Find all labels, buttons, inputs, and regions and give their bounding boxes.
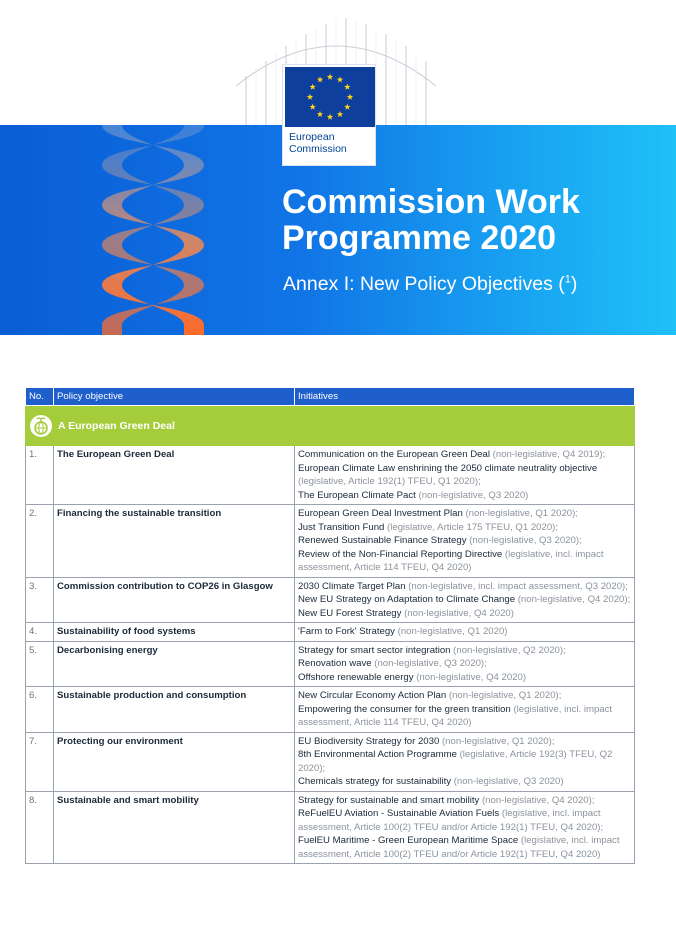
- initiatives-cell: [295, 687, 635, 733]
- initiatives-cell: [295, 791, 635, 864]
- initiative-item: [298, 703, 631, 730]
- initiative-item: [298, 448, 631, 462]
- row-number: 3.: [26, 577, 54, 623]
- eu-star-icon: [327, 74, 333, 80]
- initiative-item: [298, 671, 631, 685]
- initiative-name: Empowering the consumer for the green transition: [298, 703, 511, 715]
- header-top: [0, 0, 676, 155]
- initiative-name: 2030 Climate Target Plan: [298, 580, 406, 592]
- row-number: 4.: [26, 623, 54, 642]
- initiative-item: [298, 580, 631, 594]
- initiative-item: [298, 689, 631, 703]
- initiative-item: [298, 607, 631, 621]
- initiative-item: [298, 657, 631, 671]
- policy-objective: Protecting our environment: [54, 732, 295, 791]
- table-row: [26, 732, 635, 791]
- initiative-name: Renewed Sustainable Finance Strategy: [298, 535, 467, 546]
- initiative-item: [298, 775, 631, 789]
- table-row: [26, 791, 635, 864]
- initiative-item: [298, 644, 631, 658]
- initiative-name: FuelEU Maritime - Green European Maritime Space: [298, 835, 519, 846]
- policy-objective: Sustainable production and consumption: [54, 687, 295, 733]
- helix-decoration: [88, 125, 218, 335]
- initiative-name: ReFuelEU Aviation - Sustainable Aviation Fuels: [298, 808, 500, 819]
- initiative-note: (legislative, incl. impact assessment, Article 100(2) TFEU and/or Article 192(1) TFEU, Q4 2020);: [298, 808, 604, 833]
- initiative-note: (non-legislative, incl. impact assessment, Q3 2020);: [405, 580, 628, 592]
- header-policy-objective: Policy objective: [54, 388, 295, 406]
- initiative-name: The European Climate Pact: [298, 489, 416, 501]
- initiative-name: Offshore renewable energy: [298, 671, 414, 683]
- initiative-name: Strategy for smart sector integration: [298, 644, 451, 656]
- initiative-name: European Green Deal Investment Plan: [298, 508, 463, 519]
- initiative-name: New EU Forest Strategy: [298, 607, 402, 619]
- initiative-item: [298, 521, 631, 535]
- initiative-note: (legislative, Article 192(3) TFEU, Q2 2020);: [298, 749, 613, 774]
- initiative-note: (legislative, incl. impact assessment, Article 114 TFEU, Q4 2020): [298, 703, 613, 728]
- policy-objective: Commission contribution to COP26 in Glasgow: [54, 577, 295, 623]
- eu-star-icon: [309, 84, 315, 90]
- initiative-note: (non-legislative, Q4 2019);: [490, 449, 606, 460]
- initiative-item: [298, 593, 631, 607]
- initiative-name: New EU Strategy on Adaptation to Climate Change: [298, 594, 516, 605]
- table-row: [26, 577, 635, 623]
- row-number: 1.: [26, 446, 54, 505]
- eu-star-icon: [337, 76, 343, 82]
- initiative-note: (non-legislative, Q4 2020);: [479, 794, 595, 806]
- initiative-name: Renovation wave: [298, 658, 372, 669]
- row-number: 2.: [26, 505, 54, 578]
- row-number: 7.: [26, 732, 54, 791]
- initiative-item: [298, 794, 631, 808]
- initiative-note: (non-legislative, Q2 2020);: [450, 644, 566, 656]
- initiative-note: (non-legislative, Q4 2020): [413, 671, 527, 683]
- initiative-item: [298, 735, 631, 749]
- initiative-item: [298, 807, 631, 834]
- initiatives-cell: [295, 732, 635, 791]
- initiative-item: [298, 548, 631, 575]
- initiative-note: (legislative, Article 192(1) TFEU, Q1 2020);: [298, 476, 481, 487]
- initiative-name: 'Farm to Fork' Strategy: [298, 626, 395, 637]
- initiative-note: (non-legislative, Q1 2020): [394, 626, 508, 637]
- initiative-note: (legislative, Article 175 TFEU, Q1 2020);: [384, 521, 559, 533]
- initiatives-cell: [295, 577, 635, 623]
- initiative-item: [298, 748, 631, 775]
- initiative-name: 8th Environmental Action Programme: [298, 749, 457, 760]
- table-row: [26, 446, 635, 505]
- policy-objectives-table: [25, 387, 635, 864]
- table-row: [26, 641, 635, 687]
- initiative-note: (non-legislative, Q3 2020): [451, 776, 564, 787]
- eu-star-icon: [317, 111, 323, 117]
- eu-star-icon: [327, 114, 333, 120]
- eu-star-icon: [317, 76, 323, 82]
- eu-star-icon: [309, 104, 315, 110]
- eu-star-icon: [344, 84, 350, 90]
- table-row: [26, 505, 635, 578]
- section-cell: [26, 406, 635, 446]
- initiative-note: (legislative, incl. impact assessment, Article 114 TFEU, Q4 2020): [298, 548, 604, 573]
- initiatives-cell: [295, 446, 635, 505]
- policy-objective: Decarbonising energy: [54, 641, 295, 687]
- initiative-note: (non-legislative, Q3 2020);: [371, 658, 487, 669]
- european-commission-logo: [282, 64, 376, 166]
- eu-star-icon: [337, 111, 343, 117]
- initiative-note: (non-legislative, Q1 2020);: [462, 508, 578, 519]
- policy-objective: The European Green Deal: [54, 446, 295, 505]
- table-header-row: [26, 388, 635, 406]
- policy-objective: Sustainable and smart mobility: [54, 791, 295, 864]
- page-subtitle: Annex I: New Policy Objectives ($^1$): [283, 273, 578, 295]
- initiative-note: (non-legislative, Q4 2020): [401, 607, 514, 619]
- row-number: 8.: [26, 791, 54, 864]
- initiatives-cell: [295, 641, 635, 687]
- table-row: [26, 687, 635, 733]
- initiative-name: Review of the Non-Financial Reporting Directive: [298, 548, 503, 560]
- policy-objective: Financing the sustainable transition: [54, 505, 295, 578]
- header-no: No.: [26, 388, 54, 406]
- eu-star-icon: [344, 104, 350, 110]
- eu-flag-icon: [285, 67, 375, 127]
- section-title: A European Green Deal: [58, 419, 175, 432]
- header-initiatives: Initiatives: [295, 388, 635, 406]
- section-row: [26, 406, 635, 446]
- policy-objective: Sustainability of food systems: [54, 623, 295, 642]
- initiative-name: Strategy for sustainable and smart mobility: [298, 794, 480, 806]
- initiative-note: (legislative, incl. impact assessment, Article 100(2) TFEU and/or Article 192(1) TFEU, Q4 2020): [298, 835, 620, 860]
- table-row: [26, 623, 635, 642]
- initiatives-cell: [295, 505, 635, 578]
- initiative-item: [298, 834, 631, 861]
- initiative-item: [298, 507, 631, 521]
- initiative-item: [298, 462, 631, 489]
- initiative-item: [298, 489, 631, 503]
- initiative-item: [298, 625, 631, 639]
- logo-text: European Commission: [289, 131, 347, 155]
- initiative-name: European Climate Law enshrining the 2050 climate neutrality objective: [298, 462, 598, 474]
- eu-star-icon: [347, 94, 353, 100]
- initiative-name: New Circular Economy Action Plan: [298, 690, 447, 701]
- initiative-note: (non-legislative, Q3 2020): [415, 489, 529, 501]
- initiative-note: (non-legislative, Q1 2020);: [439, 735, 555, 747]
- initiative-note: (non-legislative, Q4 2020);: [515, 594, 631, 605]
- row-number: 5.: [26, 641, 54, 687]
- initiative-name: Communication on the European Green Deal: [298, 449, 490, 460]
- eu-star-icon: [307, 94, 313, 100]
- initiative-name: Chemicals strategy for sustainability: [298, 776, 452, 787]
- initiative-note: (non-legislative, Q1 2020);: [446, 690, 562, 701]
- initiative-name: Just Transition Fund: [298, 521, 385, 533]
- page-title: Commission Work Programme 2020: [282, 183, 580, 257]
- initiatives-cell: [295, 623, 635, 642]
- globe-sprout-icon: [30, 415, 52, 437]
- row-number: 6.: [26, 687, 54, 733]
- initiative-name: EU Biodiversity Strategy for 2030: [298, 735, 440, 747]
- initiative-note: (non-legislative, Q3 2020);: [466, 535, 582, 546]
- initiative-item: [298, 534, 631, 548]
